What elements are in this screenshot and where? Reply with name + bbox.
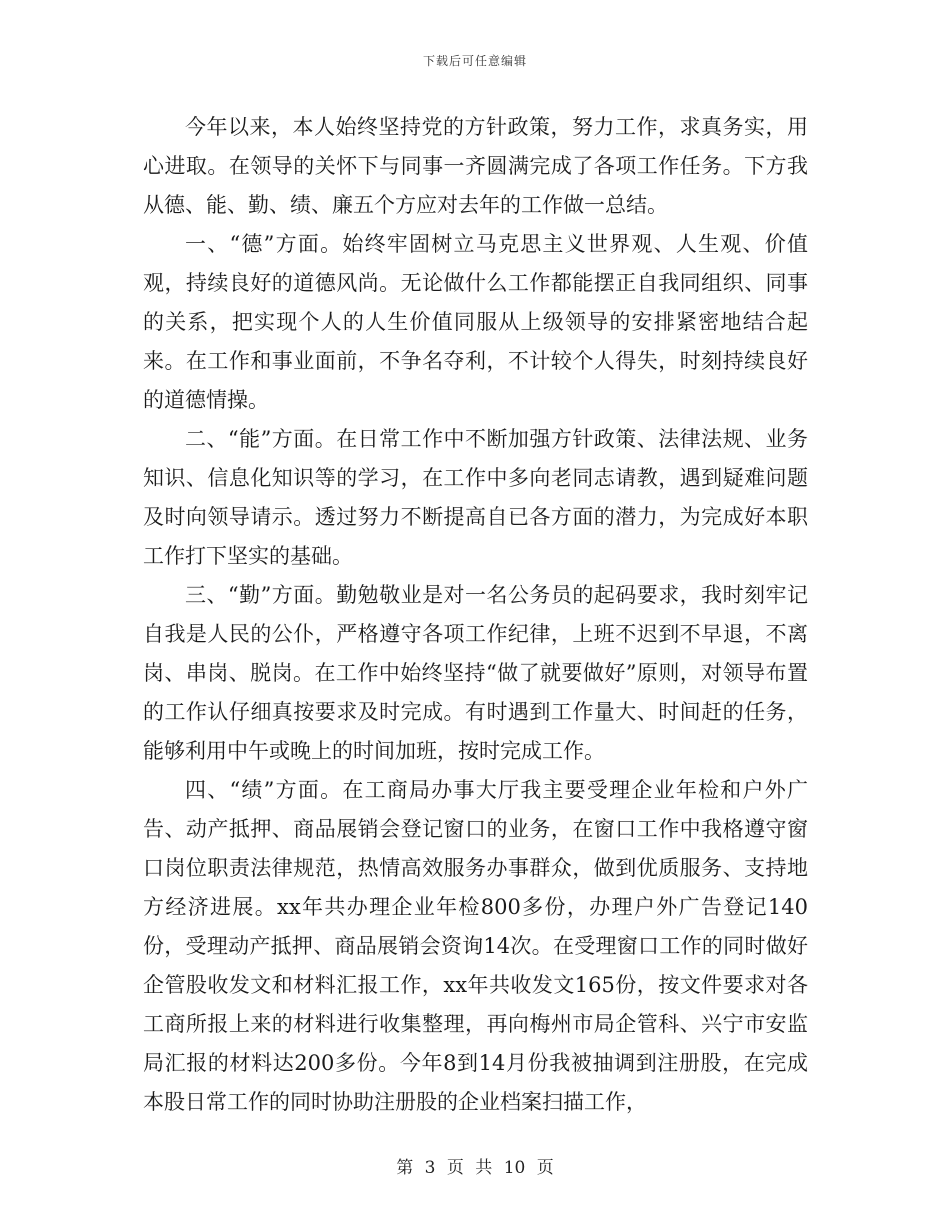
paragraph-ability: 二、“能”方面。在日常工作中不断加强方针政策、法律法规、业务知识、信息化知识等的学习，在工作中多向老同志请教，遇到疑难问题及时向领导请示。透过努力不断提高自已各方面的潜力，为完成好本职工作打下坚实的基础。 — [143, 427, 808, 568]
paragraph-intro: 今年以来，本人始终坚持党的方针政策，努力工作，求真务实，用心进取。在领导的关怀下与同事一齐圆满完成了各项工作任务。下方我从德、能、勤、绩、廉五个方应对去年的工作做一总结。 — [143, 115, 808, 217]
paragraph-diligence: 三、“勤”方面。勤勉敬业是对一名公务员的起码要求，我时刻牢记自我是人民的公仆，严格遵守各项工作纪律，上班不迟到不早退，不离岗、串岗、脱岗。在工作中始终坚持“做了就要做好”原则，对领导布置的工作认仔细真按要求及时完成。有时遇到工作量大、时间赶的任务，能够利用中午或晚上的时间加班，按时完成工作。 — [143, 583, 808, 763]
page-header: 下载后可任意编辑 — [422, 54, 527, 68]
paragraph-performance: 四、“绩”方面。在工商局办事大厅我主要受理企业年检和户外广告、动产抵押、商品展销会登记窗口的业务，在窗口工作中我格遵守窗口岗位职责法律规范，热情高效服务办事群众，做到优质服务、支持地方经济进展。xx年共办理企业年检800多份，办理户外广告登记140份，受理动产抵押、商品展销会资询14次。在受理窗口工作的同时做好企管股收发文和材料汇报工作，xx年共收发文165份，按文件要求对各工商所报上来的材料进行收集整理，再向梅州市局企管科、兴宁市安监局汇报的材料达200多份。今年8到14月份我被抽调到注册股，在完成本股日常工作的同时协助注册股的企业档案扫描工作， — [143, 778, 808, 1114]
document-body — [143, 108, 808, 1122]
paragraph-morality: 一、“德”方面。始终牢固树立马克思主义世界观、人生观、价值观，持续良好的道德风尚。无论做什么工作都能摆正自我同组织、同事的关系，把实现个人的人生价值同服从上级领导的安排紧密地结合起来。在工作和事业面前，不争名夺利，不计较个人得失，时刻持续良好的道德情操。 — [143, 232, 808, 412]
page-footer: 第 3 页 共 10 页 — [396, 1158, 554, 1178]
